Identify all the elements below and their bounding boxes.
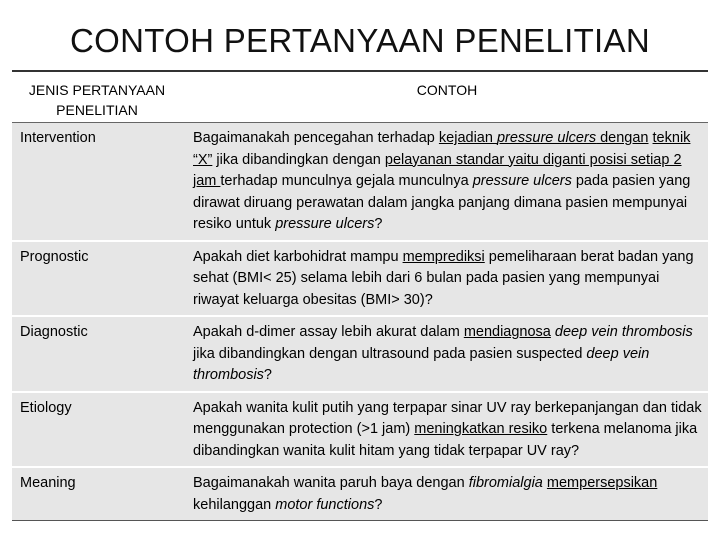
row-type: Etiology	[20, 399, 72, 416]
table-row-intervention	[12, 123, 708, 242]
row-example: Apakah wanita kulit putih yang terpapar sinar UV ray berkepanjangan dan tidak menggunakan protection (>1 jam) meningkatkan resiko terkena melanoma jika dibandingkan wanita kulit hitam yang tidak terpapar UV ray?	[193, 399, 702, 459]
row-example: Bagaimanakah pencegahan terhadap kejadian pressure ulcers dengan teknik “X” jika dibandingkan dengan pelayanan standar yaitu diganti posisi setiap 2 jam terhadap munculnya gejala munculnya pressure ulcers pada pasien yang dirawat diruang perawatan dalam jangka panjang dimana pasien mempunyai resiko untuk pressure ulcers?	[193, 130, 691, 232]
table-row-prognostic	[12, 242, 708, 318]
table-row-etiology	[12, 393, 708, 469]
page-title: CONTOH PERTANYAAN PENELITIAN	[70, 22, 650, 59]
header-question-type-line1: JENIS PERTANYAAN	[28, 82, 166, 98]
research-question-table	[12, 70, 708, 521]
row-example: Bagaimanakah wanita paruh baya dengan fibromialgia mempersepsikan kehilanggan motor functions?	[193, 475, 658, 513]
row-type: Diagnostic	[20, 324, 88, 340]
row-type: Prognostic	[20, 248, 89, 265]
row-type: Meaning	[20, 475, 76, 491]
row-example: Apakah diet karbohidrat mampu memprediksi pemeliharaan berat badan yang sehat (BMI< 25) selama lebih dari 6 bulan pada pasien yang mempunyai riwayat keluarga obesitas (BMI> 30)?	[193, 248, 694, 308]
table-header	[12, 72, 708, 123]
row-type: Intervention	[20, 130, 96, 146]
table-row-meaning	[12, 468, 708, 521]
row-example: Apakah d-dimer assay lebih akurat dalam mendiagnosa deep vein thrombosis jika dibandingkan dengan ultrasound pada pasien suspected deep vein thrombosis?	[193, 324, 693, 383]
header-question-type-line2: PENELITIAN	[56, 102, 138, 118]
table-row-diagnostic	[12, 317, 708, 393]
header-question-type	[12, 80, 182, 120]
header-example: CONTOH	[416, 82, 478, 98]
